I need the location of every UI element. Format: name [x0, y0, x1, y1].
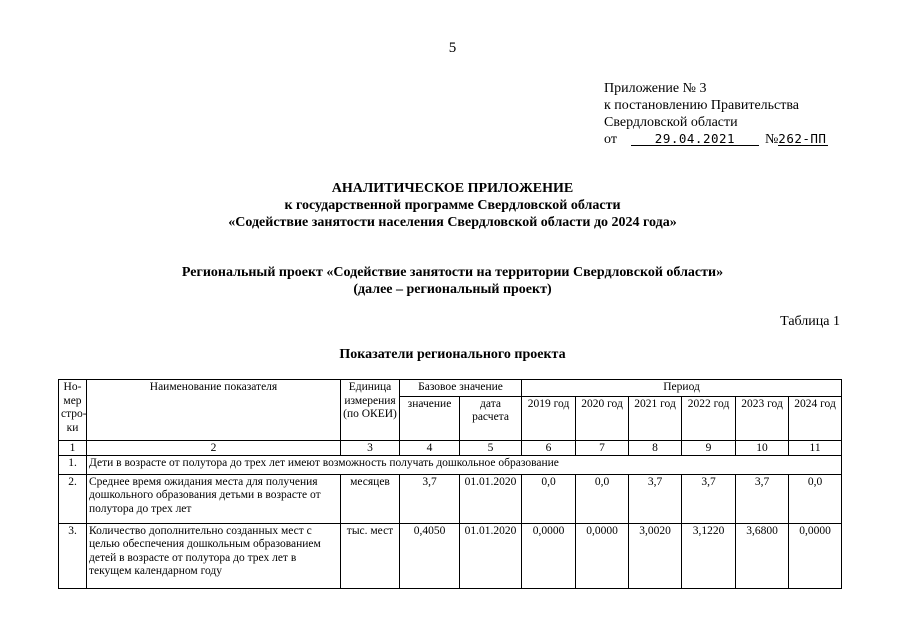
indicators-table — [58, 379, 842, 589]
column-index-row — [59, 440, 842, 455]
section-num: 1. — [59, 455, 87, 474]
header-period: Период — [522, 380, 842, 397]
year-value: 0,0000 — [576, 523, 629, 588]
base-date: 01.01.2020 — [460, 474, 522, 523]
header-base: Базовое значение — [400, 380, 522, 397]
header-unit: Единица измерения (по ОКЕИ) — [341, 380, 400, 441]
header-year: 2019 год — [522, 396, 576, 440]
unit: тыс. мест — [341, 523, 400, 588]
project-line-2: (далее – региональный проект) — [353, 282, 552, 297]
column-index: 5 — [460, 440, 522, 455]
header-year: 2024 год — [789, 396, 842, 440]
year-value: 0,0 — [576, 474, 629, 523]
decree-number: 262-ПП — [778, 131, 827, 146]
year-value: 0,0 — [789, 474, 842, 523]
year-value: 3,0020 — [629, 523, 682, 588]
document-title — [0, 180, 905, 231]
year-value: 3,1220 — [682, 523, 736, 588]
unit: месяцев — [341, 474, 400, 523]
column-index: 7 — [576, 440, 629, 455]
table-label: Таблица 1 — [780, 314, 840, 329]
indicator-name: Количество дополнительно созданных мест с целью обеспечения дошкольным образованием детей в возрасте от полутора до трех лет в текущем календарном году — [87, 523, 341, 588]
row-num: 2. — [59, 474, 87, 523]
year-value: 3,6800 — [736, 523, 789, 588]
appendix-line-1: Приложение № 3 — [604, 81, 707, 96]
decree-date: 29.04.2021 — [631, 132, 759, 146]
column-index: 8 — [629, 440, 682, 455]
column-index: 6 — [522, 440, 576, 455]
column-index: 11 — [789, 440, 842, 455]
title-line-1: АНАЛИТИЧЕСКОЕ ПРИЛОЖЕНИЕ — [331, 181, 574, 196]
title-line-3: «Содействие занятости населения Свердловской области до 2024 года» — [228, 215, 677, 230]
header-row-num: Но-мер стро-ки — [59, 380, 87, 441]
appendix-line-2: к постановлению Правительства — [604, 98, 800, 113]
section-row — [59, 455, 842, 474]
year-value: 3,7 — [736, 474, 789, 523]
header-name: Наименование показателя — [87, 380, 341, 441]
row-num: 3. — [59, 523, 87, 588]
year-value: 0,0 — [522, 474, 576, 523]
header-year: 2021 год — [629, 396, 682, 440]
year-value: 0,0000 — [789, 523, 842, 588]
column-index: 4 — [400, 440, 460, 455]
table-row — [59, 523, 842, 588]
number-label: № — [764, 132, 779, 147]
year-value: 3,7 — [629, 474, 682, 523]
header-year: 2022 год — [682, 396, 736, 440]
page-number: 5 — [448, 40, 457, 56]
appendix-block — [604, 80, 828, 148]
column-index: 10 — [736, 440, 789, 455]
header-base-value: значение — [400, 396, 460, 440]
base-date: 01.01.2020 — [460, 523, 522, 588]
column-index: 3 — [341, 440, 400, 455]
header-base-date: дата расчета — [460, 396, 522, 440]
column-index: 2 — [87, 440, 341, 455]
project-title — [0, 264, 905, 298]
base-value: 3,7 — [400, 474, 460, 523]
appendix-date-line — [604, 131, 828, 148]
project-line-1: Региональный проект «Содействие занятости на территории Свердловской области» — [181, 265, 724, 280]
header-year: 2023 год — [736, 396, 789, 440]
year-value: 3,7 — [682, 474, 736, 523]
column-index: 9 — [682, 440, 736, 455]
table-caption: Показатели регионального проекта — [339, 347, 566, 362]
from-label: от — [604, 132, 617, 147]
appendix-line-3: Свердловской области — [604, 115, 738, 130]
indicator-name: Среднее время ожидания места для получения дошкольного образования детьми в возрасте от полутора до трех лет — [87, 474, 341, 523]
year-value: 0,0000 — [522, 523, 576, 588]
column-index: 1 — [59, 440, 87, 455]
header-row-1 — [59, 380, 842, 397]
section-text: Дети в возрасте от полутора до трех лет имеют возможность получать дошкольное образование — [87, 455, 842, 474]
title-line-2: к государственной программе Свердловской области — [284, 198, 621, 213]
header-year: 2020 год — [576, 396, 629, 440]
table-row — [59, 474, 842, 523]
base-value: 0,4050 — [400, 523, 460, 588]
